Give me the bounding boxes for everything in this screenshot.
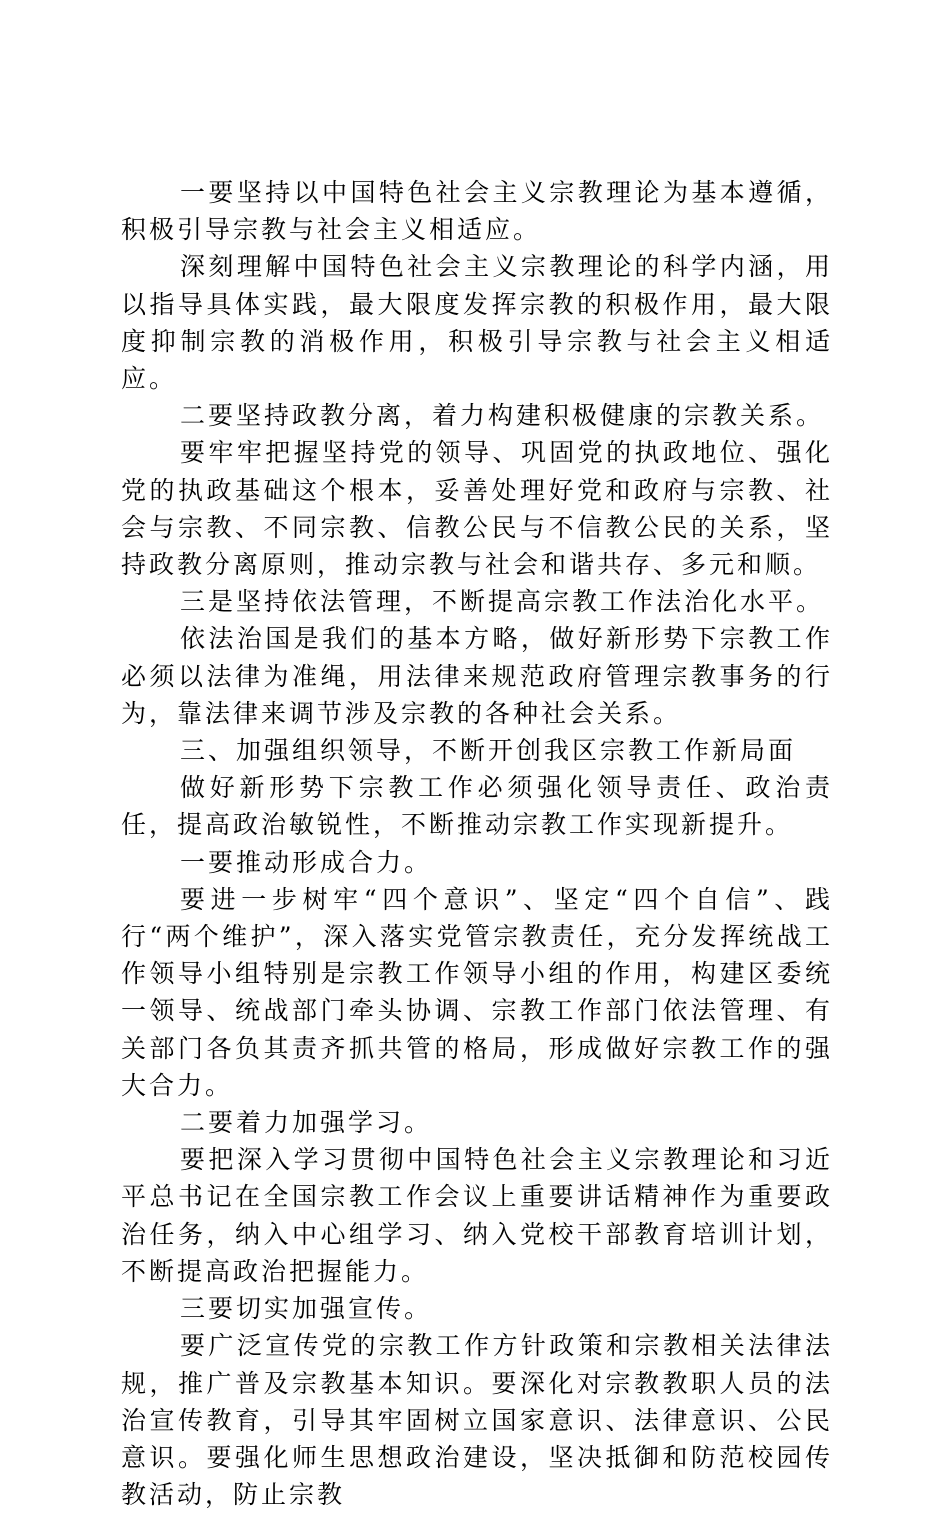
paragraph-11: 二要着力加强学习。 — [180, 1108, 433, 1138]
paragraph-6: 依法治国是我们的基本方略，做好新形势下宗教工作必须以法律为准绳，用法律来规范政府管理宗教事务的行为，靠法律来调节涉及宗教的各种社会关系。 — [121, 624, 833, 728]
paragraph-14: 要广泛宣传党的宗教工作方针政策和宗教相关法律法规，推广普及宗教基本知识。要深化对宗教教职人员的法治宣传教育，引导其牢固树立国家意识、法律意识、公民意识。要强化师生思想政治建设，坚决抵御和防范校园传教活动，防止宗教 — [121, 1331, 833, 1510]
paragraph-5: 三是坚持依法管理，不断提高宗教工作法治化水平。 — [180, 587, 825, 617]
paragraph-12: 要把深入学习贯彻中国特色社会主义宗教理论和习近平总书记在全国宗教工作会议上重要讲话精神作为重要政治任务，纳入中心组学习、纳入党校干部教育培训计划，不断提高政治把握能力。 — [121, 1145, 833, 1286]
paragraph-9: 一要推动形成合力。 — [180, 847, 433, 877]
paragraph-10: 要进一步树牢“四个意识”、坚定“四个自信”、践行“两个维护”，深入落实党管宗教责任，充分发挥统战工作领导小组特别是宗教工作领导小组的作用，构建区委统一领导、统战部门牵头协调、宗教工作部门依法管理、有关部门各负其责齐抓共管的格局，形成做好宗教工作的强大合力。 — [121, 884, 833, 1100]
paragraph-3: 二要坚持政教分离，着力构建积极健康的宗教关系。 — [180, 401, 825, 431]
paragraph-1: 一要坚持以中国特色社会主义宗教理论为基本遵循，积极引导宗教与社会主义相适应。 — [121, 178, 833, 245]
paragraph-2: 深刻理解中国特色社会主义宗教理论的科学内涵，用以指导具体实践，最大限度发挥宗教的积极作用，最大限度抑制宗教的消极作用，积极引导宗教与社会主义相适应。 — [121, 252, 833, 394]
paragraph-13: 三要切实加强宣传。 — [180, 1294, 433, 1324]
section-heading: 三、加强组织领导，不断开创我区宗教工作新局面 — [180, 736, 797, 766]
paragraph-4: 要牢牢把握坚持党的领导、巩固党的执政地位、强化党的执政基础这个根本，妥善处理好党和政府与宗教、社会与宗教、不同宗教、信教公民与不信教公民的关系，坚持政教分离原则，推动宗教与社会和谐共存、多元和顺。 — [121, 438, 833, 580]
document-body — [121, 174, 833, 1513]
paragraph-8: 做好新形势下宗教工作必须强化领导责任、政治责任，提高政治敏锐性，不断推动宗教工作实现新提升。 — [121, 773, 833, 840]
